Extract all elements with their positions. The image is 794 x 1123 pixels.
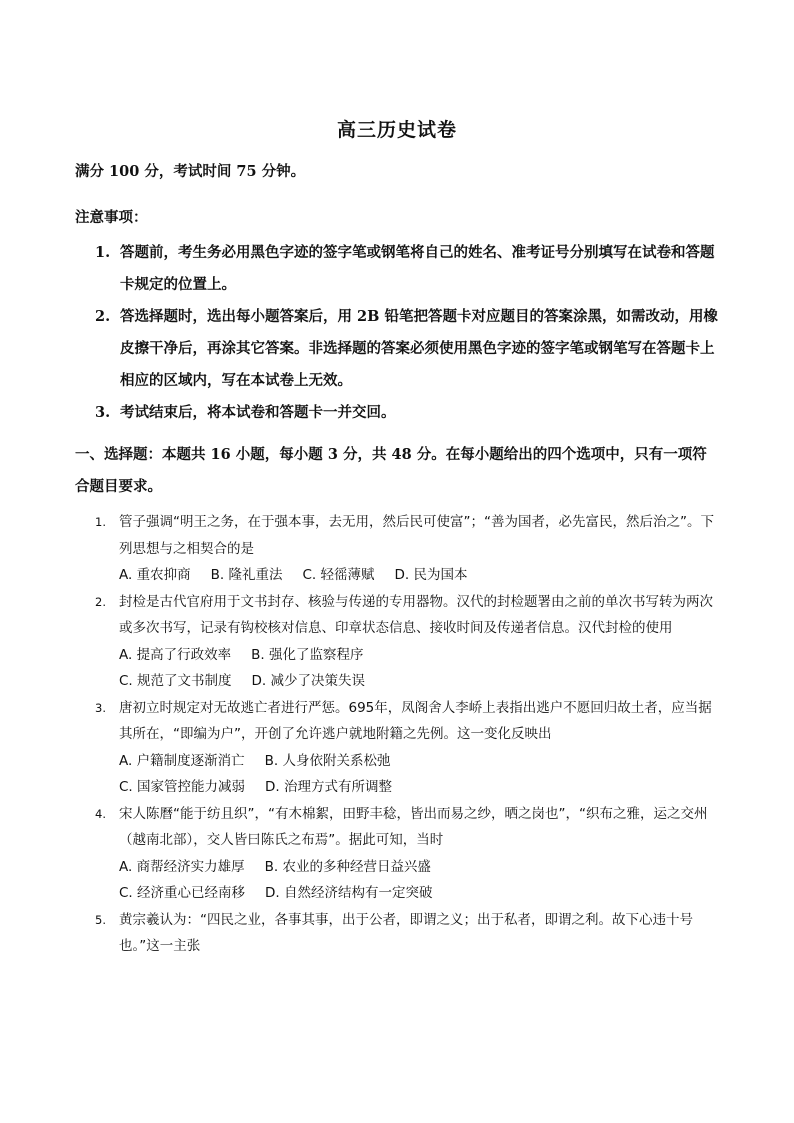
options-row bbox=[119, 642, 725, 669]
options-row bbox=[119, 668, 725, 695]
score-time-line: 满分 100 分，考试时间 75 分钟。 bbox=[75, 163, 306, 180]
option-c: C. 经济重心已经南移 bbox=[119, 885, 246, 901]
option-a: A. 重农抑商 bbox=[119, 567, 191, 583]
notice-item-text: 答题前，考生务必用黑色字迹的签字笔或钢笔将自己的姓名、准考证号分别填写在试卷和答题卡规定的位置上。 bbox=[120, 244, 715, 293]
notice-item-number: 1. bbox=[95, 244, 111, 261]
notice-item bbox=[95, 301, 720, 397]
question-stem: 宋人陈曆“能于纺且织”，“有木棉絮，田野丰稔，皆出而易之纱，晒之岗也”，“织布之雅，运之交州（越南北部），交人皆曰陈氏之布焉”。据此可知，当时 bbox=[119, 805, 708, 848]
question bbox=[95, 695, 725, 801]
question bbox=[95, 509, 725, 589]
notice-item bbox=[95, 237, 720, 301]
option-d: D. 自然经济结构有一定突破 bbox=[265, 885, 433, 901]
section-heading: 一、选择题：本题共 16 小题，每小题 3 分，共 48 分。在每小题给出的四个选项中，只有一项符合题目要求。 bbox=[75, 446, 707, 495]
options-row bbox=[119, 748, 725, 775]
notice-item bbox=[95, 397, 720, 429]
option-c: C. 轻徭薄赋 bbox=[302, 567, 375, 583]
options-row bbox=[119, 562, 725, 589]
question bbox=[95, 589, 725, 695]
question-stem: 黄宗羲认为：“四民之业，各事其事，出于公者，即谓之义；出于私者，即谓之利。故下心违十号也。”这一主张 bbox=[119, 911, 693, 954]
option-a: A. 商帮经济实力雄厚 bbox=[119, 858, 245, 875]
option-b: B. 强化了监察程序 bbox=[251, 646, 364, 663]
notice-item-text: 答选择题时，选出每小题答案后，用 2B 铅笔把答题卡对应题目的答案涂黑，如需改动，用橡皮擦干净后，再涂其它答案。非选择题的答案必须使用黑色字迹的签字笔或钢笔写在答题卡上相应的区域内，写在本试卷上无效。 bbox=[120, 308, 718, 389]
question-number: 1. bbox=[95, 515, 106, 529]
option-a: A. 提高了行政效率 bbox=[119, 646, 232, 663]
question-body bbox=[119, 695, 725, 801]
question-list bbox=[95, 509, 725, 960]
question-number: 5. bbox=[95, 912, 106, 927]
option-d: D. 减少了决策失误 bbox=[251, 673, 365, 689]
question-stem: 管子强调“明王之务，在于强本事，去无用，然后民可使富”；“善为国者，必先富民，然后治之”。下列思想与之相契合的是 bbox=[119, 514, 714, 557]
question-stem: 封检是古代官府用于文书封存、核验与传递的专用器物。汉代的封检题署由之前的单次书写转为两次或多次书写，记录有钩校核对信息、印章状态信息、接收时间及传递者信息。汉代封检的使用 bbox=[119, 593, 713, 636]
notice-list bbox=[95, 237, 720, 429]
option-d: D. 治理方式有所调整 bbox=[265, 779, 392, 795]
options-row bbox=[119, 854, 725, 881]
option-b: B. 农业的多种经营日益兴盛 bbox=[264, 858, 431, 875]
options-row bbox=[119, 774, 725, 801]
exam-title: 高三历史试卷 bbox=[336, 119, 457, 141]
option-b: B. 隆礼重法 bbox=[210, 567, 283, 583]
question-body bbox=[119, 801, 725, 907]
options-row bbox=[119, 880, 725, 907]
question-number: 2. bbox=[95, 594, 106, 609]
option-c: C. 国家管控能力减弱 bbox=[119, 779, 246, 795]
option-b: B. 人身依附关系松弛 bbox=[264, 752, 391, 769]
question-number: 4. bbox=[95, 806, 106, 821]
notice-item-number: 2. bbox=[95, 308, 111, 325]
notice-heading: 注意事项： bbox=[75, 209, 148, 226]
question-body bbox=[119, 589, 725, 695]
option-c: C. 规范了文书制度 bbox=[119, 673, 232, 689]
option-d: D. 民为国本 bbox=[394, 567, 468, 583]
question-stem: 唐初立时规定对无故逃亡者进行严惩。695年，凤阁舍人李峤上表指出逃户不愿回归故土者，应当据其所在，“即编为户”，开创了允许逃户就地附籍之先例。这一变化反映出 bbox=[119, 699, 712, 742]
question bbox=[95, 907, 725, 960]
notice-item-text: 考试结束后，将本试卷和答题卡一并交回。 bbox=[120, 404, 396, 421]
question bbox=[95, 801, 725, 907]
notice-item-number: 3. bbox=[95, 404, 111, 421]
question-body bbox=[119, 907, 725, 960]
option-a: A. 户籍制度逐渐消亡 bbox=[119, 752, 245, 769]
question-body bbox=[119, 509, 725, 589]
question-number: 3. bbox=[95, 700, 106, 715]
